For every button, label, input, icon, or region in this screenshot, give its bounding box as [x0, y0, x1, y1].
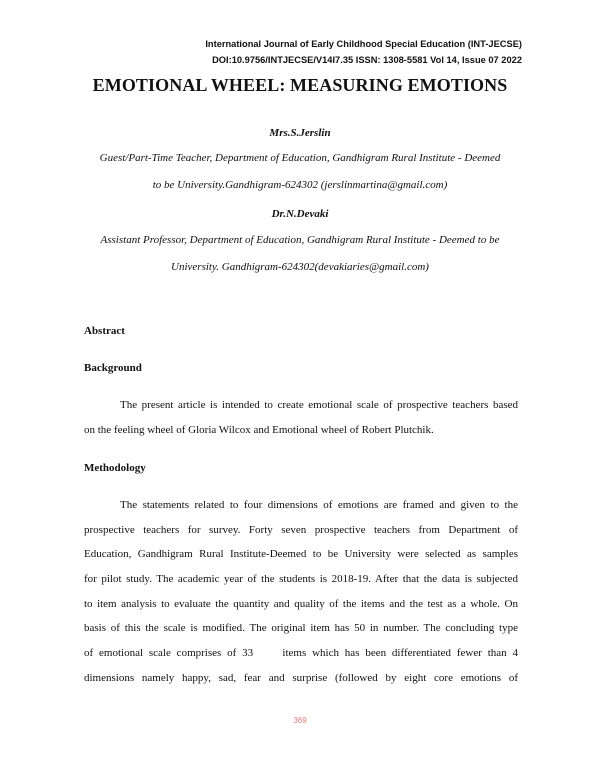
background-heading: Background [84, 362, 142, 374]
journal-name: International Journal of Early Childhood Special Education (INT-JECSE) [205, 39, 522, 49]
doi-issn-line: DOI:10.9756/INTJECSE/V14I7.35 ISSN: 1308-5581 Vol 14, Issue 07 2022 [212, 55, 522, 65]
paragraph-line: of emotional scale comprises of 33 items which has been differentiated fewer than 4 [84, 647, 518, 660]
author-affiliation-2 [82, 227, 518, 281]
paragraph-line: for pilot study. The academic year of the students is 2018-19. After that the data is subjected [84, 573, 518, 586]
paragraph-line: basis of this the scale is modified. The original item has 50 in number. The concluding type [84, 622, 518, 635]
paragraph-line: prospective teachers for survey. Forty seven prospective teachers from Department of [84, 523, 518, 536]
abstract-heading: Abstract [84, 325, 125, 337]
author-affiliation-1 [82, 145, 518, 199]
affiliation-line: Guest/Part-Time Teacher, Department of Education, Gandhigram Rural Institute - Deemed [99, 152, 501, 164]
page-number: 369 [293, 716, 307, 725]
journal-header [205, 36, 522, 68]
affiliation-line: Assistant Professor, Department of Education, Gandhigram Rural Institute - Deemed to be [100, 234, 500, 246]
paragraph-line: dimensions namely happy, sad, fear and surprise (followed by eight core emotions of [84, 671, 518, 684]
author-name-1: Mrs.S.Jerslin [269, 127, 331, 139]
methodology-paragraph [84, 493, 518, 691]
author-name-2: Dr.N.Devaki [271, 208, 329, 220]
affiliation-line: University. Gandhigram-624302(devakiaries@gmail.com) [171, 261, 429, 273]
methodology-heading: Methodology [84, 462, 146, 474]
paragraph-line: to item analysis to evaluate the quantity and quality of the items and the test as a whole. On [84, 597, 518, 610]
paragraph-line: on the feeling wheel of Gloria Wilcox and Emotional wheel of Robert Plutchik. [84, 423, 434, 436]
affiliation-line: to be University.Gandhigram-624302 (jerslinmartina@gmail.com) [152, 179, 448, 191]
background-paragraph [84, 393, 518, 442]
paragraph-line: The present article is intended to create emotional scale of prospective teachers based [120, 399, 518, 411]
paper-title: EMOTIONAL WHEEL: MEASURING EMOTIONS [92, 75, 508, 95]
paragraph-line: Education, Gandhigram Rural Institute-Deemed to be University were selected as samples [84, 548, 518, 561]
paragraph-line: The statements related to four dimensions of emotions are framed and given to the [120, 499, 518, 511]
